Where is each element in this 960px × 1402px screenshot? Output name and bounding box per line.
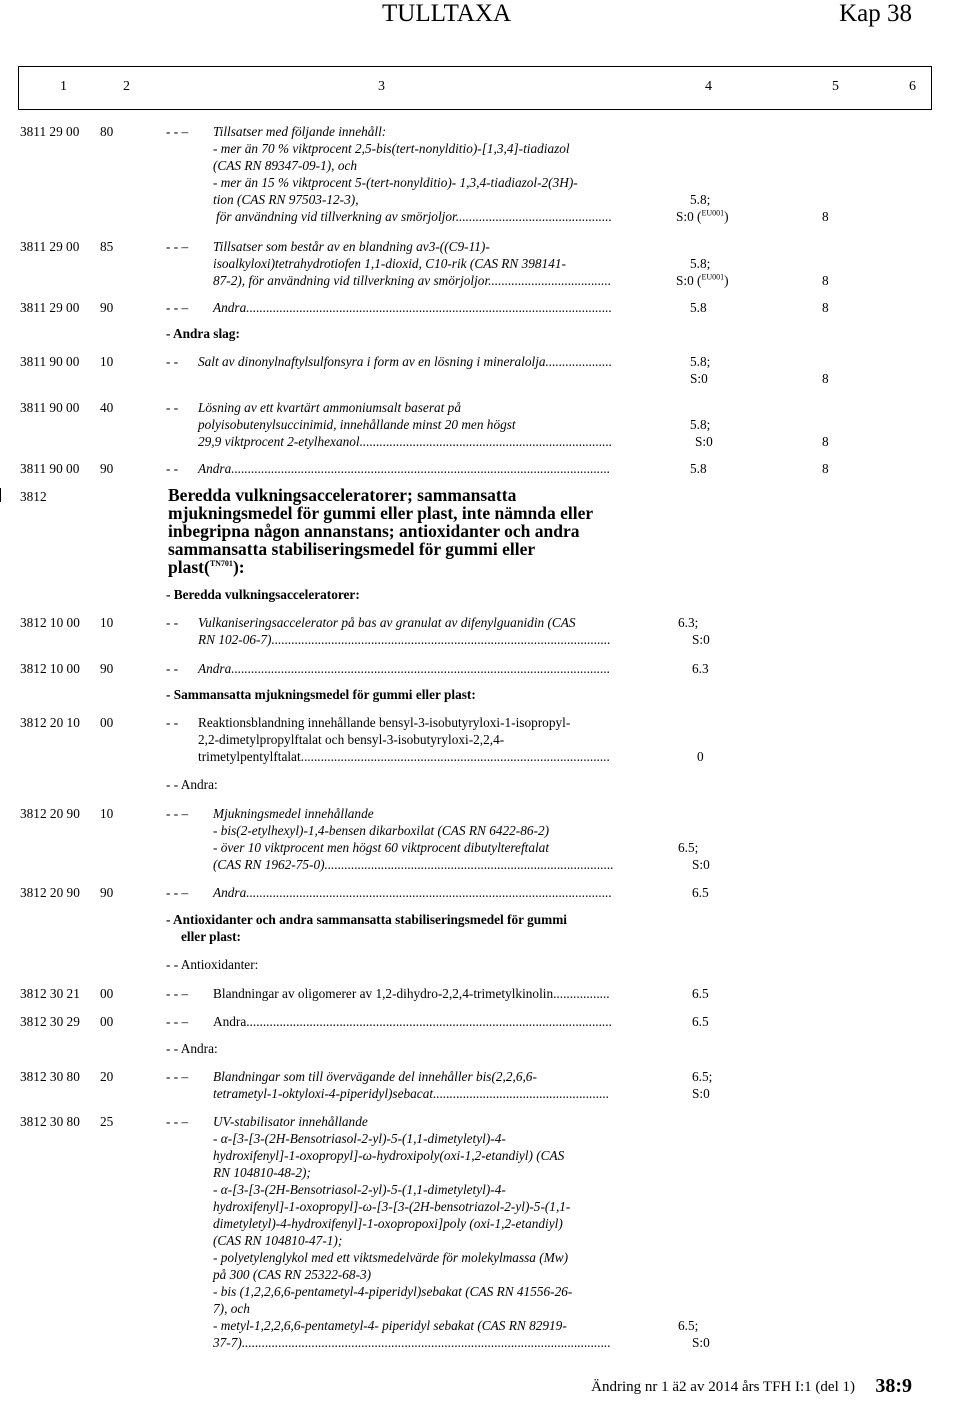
- cn-subcode: 10: [100, 354, 114, 369]
- cn-subcode: 40: [100, 400, 114, 415]
- supplementary-unit: 8: [822, 371, 829, 386]
- heading-text: mjukningsmedel för gummi eller plast, inte nämnda eller: [168, 503, 594, 523]
- duty-rate: 6.5: [692, 1014, 709, 1029]
- description-line: Andra..............................................................................................................: [213, 1014, 612, 1029]
- indent-dashes: - -: [166, 461, 179, 476]
- duty-rate: S:0: [692, 632, 710, 647]
- description-line: på 300 (CAS RN 25322-68-3): [213, 1267, 372, 1282]
- indent-dashes: - - –: [166, 1014, 189, 1029]
- subheading: - - Antioxidanter:: [166, 957, 259, 972]
- duty-rate: S:0: [690, 371, 708, 386]
- cn-code: 3811 29 00: [20, 124, 80, 139]
- description-line: - bis (1,2,2,6,6-pentametyl-4-piperidyl)sebakat (CAS RN 41556-26-: [213, 1284, 573, 1299]
- indent-dashes: - -: [166, 400, 179, 415]
- cn-subcode: 20: [100, 1069, 114, 1084]
- subheading: - - Andra:: [166, 1041, 218, 1056]
- cn-subcode: 90: [100, 461, 114, 476]
- indent-dashes: - -: [166, 661, 179, 676]
- cn-subcode: 10: [100, 806, 114, 821]
- description-line: 87-2), för användning vid tillverkning av smörjoljor.....................................: [213, 273, 612, 288]
- cn-subcode: 80: [100, 124, 114, 139]
- description-line: isoalkyloxi)tetrahydrotiofen 1,1-dioxid, C10-rik (CAS RN 398141-: [213, 256, 566, 271]
- indent-dashes: - - –: [166, 806, 189, 821]
- description-line: - över 10 viktprocent men högst 60 viktprocent dibutyltereftalat: [213, 840, 550, 855]
- page-title: TULLTAXA: [382, 0, 512, 27]
- section-heading: - Andra slag:: [166, 326, 240, 341]
- indent-dashes: - -: [166, 615, 179, 630]
- column-number: 6: [909, 79, 916, 94]
- description-line: UV-stabilisator innehållande: [213, 1114, 368, 1129]
- cn-code: 3812 10 00: [20, 615, 80, 630]
- cn-subcode: 85: [100, 239, 114, 254]
- footer-text: Ändring nr 1 ä2 av 2014 års TFH I:1 (del 1): [591, 1379, 855, 1395]
- description-line: Reaktionsblandning innehållande bensyl-3-isobutyryloxi-1-isopropyl-: [198, 715, 571, 730]
- description-line: Andra..............................................................................................................: [213, 885, 612, 900]
- cn-code: 3811 29 00: [20, 300, 80, 315]
- description-line: - α-[3-[3-(2H-Bensotriasol-2-yl)-5-(1,1-dimetyletyl)-4-: [213, 1131, 506, 1146]
- description-line: tion (CAS RN 97503-12-3),: [213, 192, 359, 207]
- duty-rate: 6.5: [692, 986, 709, 1001]
- section-heading: eller plast:: [181, 929, 241, 944]
- description-line: Blandningar som till övervägande del innehåller bis(2,2,6,6-: [213, 1069, 537, 1084]
- change-bar: [0, 488, 1, 502]
- supplementary-unit: 8: [822, 434, 829, 449]
- cn-subcode: 90: [100, 661, 114, 676]
- heading-text: plast($^{TN701}$):: [168, 557, 245, 577]
- description-line: Vulkaniseringsaccelerator på bas av granulat av difenylguanidin (CAS: [198, 615, 576, 630]
- supplementary-unit: 8: [822, 273, 829, 288]
- supplementary-unit: 8: [822, 209, 829, 224]
- column-number: 3: [378, 79, 385, 94]
- description-line: Blandningar av oligomerer av 1,2-dihydro-2,2,4-trimetylkinolin.................: [213, 986, 610, 1001]
- cn-subcode: 00: [100, 986, 114, 1001]
- cn-code: 3811 90 00: [20, 461, 80, 476]
- description-line: - mer än 70 % viktprocent 2,5-bis(tert-nonylditio)-[1,3,4]-tiadiazol: [213, 141, 570, 156]
- cn-code: 3812 10 00: [20, 661, 80, 676]
- description-line: trimetylpentylftalat.............................................................................................: [198, 749, 610, 764]
- duty-rate: S:0 ($^{EU001}$): [676, 208, 729, 224]
- cn-subcode: 00: [100, 1014, 114, 1029]
- duty-rate: S:0: [695, 434, 713, 449]
- description-line: - mer än 15 % viktprocent 5-(tert-nonylditio)- 1,3,4-tiadiazol-2(3H)-: [213, 175, 578, 190]
- description-line: - metyl-1,2,2,6,6-pentametyl-4- piperidyl sebakat (CAS RN 82919-: [213, 1318, 567, 1333]
- duty-rate: 6.5: [692, 885, 709, 900]
- description-line: för användning vid tillverkning av smörjoljor...............................................: [216, 209, 612, 224]
- indent-dashes: - -: [166, 354, 179, 369]
- description-line: hydroxifenyl]-1-oxopropyl]-ω-[3-[3-(2H-bensotriazol-2-yl)-5-(1,1-: [213, 1199, 571, 1214]
- description-line: Tillsatser med följande innehåll:: [213, 124, 387, 139]
- heading-code: 3812: [20, 489, 47, 504]
- indent-dashes: - -: [166, 715, 179, 730]
- indent-dashes: - - –: [166, 124, 189, 139]
- indent-dashes: - - –: [166, 986, 189, 1001]
- duty-rate: S:0: [692, 1086, 710, 1101]
- cn-code: 3812 30 80: [20, 1114, 80, 1129]
- column-number: 1: [60, 79, 67, 94]
- cn-code: 3811 29 00: [20, 239, 80, 254]
- page-number: 38:9: [875, 1375, 912, 1397]
- cn-code: 3811 90 00: [20, 354, 80, 369]
- indent-dashes: - - –: [166, 1114, 189, 1129]
- duty-rate: 6.5;: [678, 840, 699, 855]
- column-header-box: [18, 66, 932, 110]
- heading-text: Beredda vulkningsacceleratorer; sammansatta: [168, 485, 517, 505]
- indent-dashes: - - –: [166, 1069, 189, 1084]
- column-number: 2: [123, 79, 130, 94]
- column-number: 4: [705, 79, 712, 94]
- cn-code: 3812 20 10: [20, 715, 80, 730]
- section-heading: - Antioxidanter och andra sammansatta stabiliseringsmedel för gummi: [166, 912, 568, 927]
- description-line: polyisobutenylsuccinimid, innehållande minst 20 men högst: [198, 417, 516, 432]
- supplementary-unit: 8: [822, 300, 829, 315]
- supplementary-unit: 8: [822, 461, 829, 476]
- description-line: - bis(2-etylhexyl)-1,4-bensen dikarboxilat (CAS RN 6422-86-2): [213, 823, 550, 838]
- indent-dashes: - - –: [166, 239, 189, 254]
- description-line: 2,2-dimetylpropylftalat och bensyl-3-isobutyryloxi-2,2,4-: [198, 732, 505, 747]
- duty-rate: 6.5;: [692, 1069, 713, 1084]
- duty-rate: S:0: [692, 1335, 710, 1350]
- cn-code: 3812 30 29: [20, 1014, 80, 1029]
- duty-rate: 5.8;: [690, 192, 711, 207]
- description-line: 29,9 viktprocent 2-etylhexanol............................................................................: [198, 434, 613, 449]
- description-line: Salt av dinonylnaftylsulfonsyra i form av en lösning i mineralolja....................: [198, 354, 613, 369]
- duty-rate: 6.5;: [678, 1318, 699, 1333]
- heading-text: inbegripna någon annanstans; antioxidanter och andra: [168, 521, 580, 541]
- description-line: 37-7)...............................................................................................................: [213, 1335, 611, 1350]
- duty-rate: S:0: [692, 857, 710, 872]
- cn-code: 3812 20 90: [20, 806, 80, 821]
- description-line: 7), och: [213, 1301, 250, 1316]
- cn-subcode: 90: [100, 885, 114, 900]
- description-line: hydroxifenyl]-1-oxopropyl]-ω-hydroxipoly(oxi-1,2-etandiyl) (CAS: [213, 1148, 565, 1163]
- chapter-label: Kap 38: [839, 0, 912, 27]
- indent-dashes: - - –: [166, 300, 189, 315]
- column-number: 5: [832, 79, 839, 94]
- cn-subcode: 90: [100, 300, 114, 315]
- description-line: - α-[3-[3-(2H-Bensotriasol-2-yl)-5-(1,1-dimetyletyl)-4-: [213, 1182, 506, 1197]
- description-line: Andra..............................................................................................................: [213, 300, 612, 315]
- duty-rate: 5.8: [690, 300, 707, 315]
- description-line: (CAS RN 89347-09-1), och: [213, 158, 358, 173]
- subheading: - - Andra:: [166, 777, 218, 792]
- duty-rate: 0: [697, 749, 704, 764]
- heading-text: sammansatta stabiliseringsmedel för gummi eller: [168, 539, 536, 559]
- section-heading: - Beredda vulkningsacceleratorer:: [166, 587, 360, 602]
- description-line: dimetyletyl)-4-hydroxifenyl]-1-oxopropoxi]poly (oxi-1,2-etandiyl): [213, 1216, 563, 1231]
- duty-rate: 6.3: [692, 661, 709, 676]
- indent-dashes: - - –: [166, 885, 189, 900]
- duty-rate: 6.3;: [678, 615, 699, 630]
- description-line: tetrametyl-1-oktyloxi-4-piperidyl)sebacat.....................................................: [213, 1086, 610, 1101]
- description-line: Lösning av ett kvartärt ammoniumsalt baserat på: [198, 400, 461, 415]
- description-line: Mjukningsmedel innehållande: [213, 806, 374, 821]
- duty-rate: 5.8;: [690, 354, 711, 369]
- duty-rate: 5.8: [690, 461, 707, 476]
- cn-subcode: 00: [100, 715, 114, 730]
- cn-subcode: 25: [100, 1114, 114, 1129]
- cn-subcode: 10: [100, 615, 114, 630]
- duty-rate: 5.8;: [690, 417, 711, 432]
- cn-code: 3812 30 21: [20, 986, 80, 1001]
- description-line: RN 102-06-7)......................................................................................................: [198, 632, 611, 647]
- cn-code: 3812 30 80: [20, 1069, 80, 1084]
- description-line: (CAS RN 1962-75-0).......................................................................................: [213, 857, 614, 872]
- description-line: Tillsatser som består av en blandning av3-((C9-11)-: [213, 239, 490, 254]
- cn-code: 3812 20 90: [20, 885, 80, 900]
- description-line: (CAS RN 104810-47-1);: [213, 1233, 343, 1248]
- description-line: Andra..................................................................................................................: [198, 661, 611, 676]
- duty-rate: S:0 ($^{EU001}$): [676, 272, 729, 288]
- description-line: - polyetylenglykol med ett viktsmedelvärde för molekylmassa (Mw): [213, 1250, 569, 1265]
- description-line: Andra..................................................................................................................: [198, 461, 611, 476]
- duty-rate: 5.8;: [690, 256, 711, 271]
- section-heading: - Sammansatta mjukningsmedel för gummi eller plast:: [166, 687, 476, 702]
- cn-code: 3811 90 00: [20, 400, 80, 415]
- description-line: RN 104810-48-2);: [213, 1165, 311, 1180]
